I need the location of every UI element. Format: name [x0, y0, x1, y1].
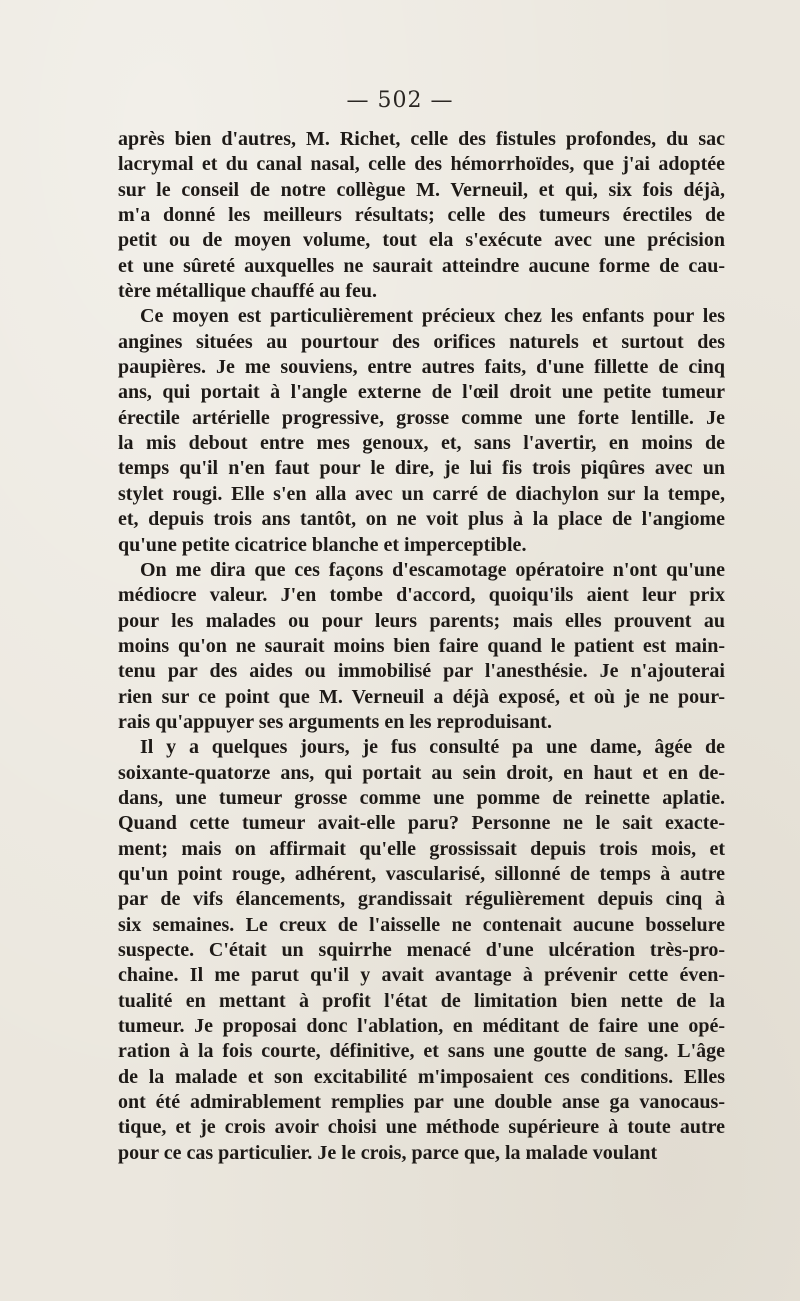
text-line: temps qu'il n'en faut pour le dire, je lui fis trois piqûres avec un: [118, 457, 725, 480]
text-line: six semaines. Le creux de l'aisselle ne contenait aucune bosselure: [118, 913, 725, 936]
text-line: rien sur ce point que M. Verneuil a déjà exposé, et où je ne pour-: [118, 685, 725, 708]
text-line: ration à la fois courte, définitive, et sans une goutte de sang. L'âge: [118, 1040, 725, 1063]
text-line: érectile artérielle progressive, grosse comme une forte lentille. Je: [118, 406, 725, 429]
text-line: par de vifs élancements, grandissait régulièrement depuis cinq à: [118, 888, 725, 911]
text-line: de la malade et son excitabilité m'imposaient ces conditions. Elles: [118, 1065, 725, 1088]
text-line: qu'une petite cicatrice blanche et imperceptible.: [118, 533, 527, 556]
text-line: ment; mais on affirmait qu'elle grossissait depuis trois mois, et: [118, 837, 725, 860]
text-line: sur le conseil de notre collègue M. Verneuil, et qui, six fois déjà,: [118, 178, 725, 201]
text-line: tualité en mettant à profit l'état de limitation bien nette de la: [118, 989, 725, 1012]
text-line: chaine. Il me parut qu'il y avait avantage à prévenir cette éven-: [118, 964, 725, 987]
text-line: pour les malades ou pour leurs parents; mais elles prouvent au: [118, 609, 725, 632]
paragraph: [118, 127, 725, 304]
text-line: rais qu'appuyer ses arguments en les reproduisant.: [118, 710, 552, 733]
text-line: ans, qui portait à l'angle externe de l'œil droit une petite tumeur: [118, 381, 725, 404]
paragraph: [118, 558, 725, 735]
text-line: tumeur. Je proposai donc l'ablation, en méditant de faire une opé-: [118, 1015, 725, 1038]
text-line: suspecte. C'était un squirrhe menacé d'une ulcération très-pro-: [118, 939, 725, 961]
body-text: [118, 127, 725, 1166]
text-line: pour ce cas particulier. Je le crois, parce que, la malade voulant: [118, 1141, 658, 1164]
text-line: tenu par des aides ou immobilisé par l'anesthésie. Je n'ajouterai: [118, 660, 725, 683]
text-line: qu'un point rouge, adhérent, vascularisé, sillonné de temps à autre: [118, 862, 725, 885]
text-line: la mis debout entre mes genoux, et, sans l'avertir, en moins de: [118, 432, 725, 455]
text-line: ont été admirablement remplies par une double anse ga vanocaus-: [118, 1091, 725, 1114]
text-line: médiocre valeur. J'en tombe d'accord, quoiqu'ils aient leur prix: [118, 584, 725, 607]
text-line: tique, et je crois avoir choisi une méthode supérieure à toute autre: [118, 1116, 725, 1139]
text-line: tère métallique chauffé au feu.: [118, 280, 378, 303]
text-line: Ce moyen est particulièrement précieux chez les enfants pour les: [140, 305, 725, 328]
text-line: moins qu'on ne saurait moins bien faire quand le patient est main-: [118, 634, 725, 657]
text-line: petit ou de moyen volume, tout ela s'exécute avec une précision: [118, 229, 725, 252]
text-line: et, depuis trois ans tantôt, on ne voit plus à la place de l'angiome: [118, 508, 725, 531]
text-line: angines situées au pourtour des orifices naturels et surtout des: [118, 330, 725, 353]
text-line: Il y a quelques jours, je fus consulté pa une dame, âgée de: [140, 736, 725, 759]
text-line: et une sûreté auxquelles ne saurait atteindre aucune forme de cau-: [118, 254, 725, 277]
text-line: lacrymal et du canal nasal, celle des hémorrhoïdes, que j'ai adoptée: [118, 153, 725, 176]
paragraph: [118, 304, 725, 557]
text-line: stylet rougi. Elle s'en alla avec un carré de diachylon sur la tempe,: [118, 482, 725, 505]
text-line: après bien d'autres, M. Richet, celle des fistules profondes, du sac: [118, 128, 725, 150]
text-line: m'a donné les meilleurs résultats; celle des tumeurs érectiles de: [118, 204, 725, 227]
text-line: On me dira que ces façons d'escamotage opératoire n'ont qu'une: [140, 558, 725, 581]
paragraph: [118, 735, 725, 1166]
text-line: paupières. Je me souviens, entre autres faits, d'une fillette de cinq: [118, 356, 725, 379]
text-line: dans, une tumeur grosse comme une pomme de reinette aplatie.: [118, 786, 725, 809]
text-line: soixante-quatorze ans, qui portait au sein droit, en haut et en de-: [118, 761, 725, 784]
text-line: Quand cette tumeur avait-elle paru? Personne ne le sait exacte-: [118, 812, 725, 835]
page-number: — 502 —: [346, 88, 454, 113]
